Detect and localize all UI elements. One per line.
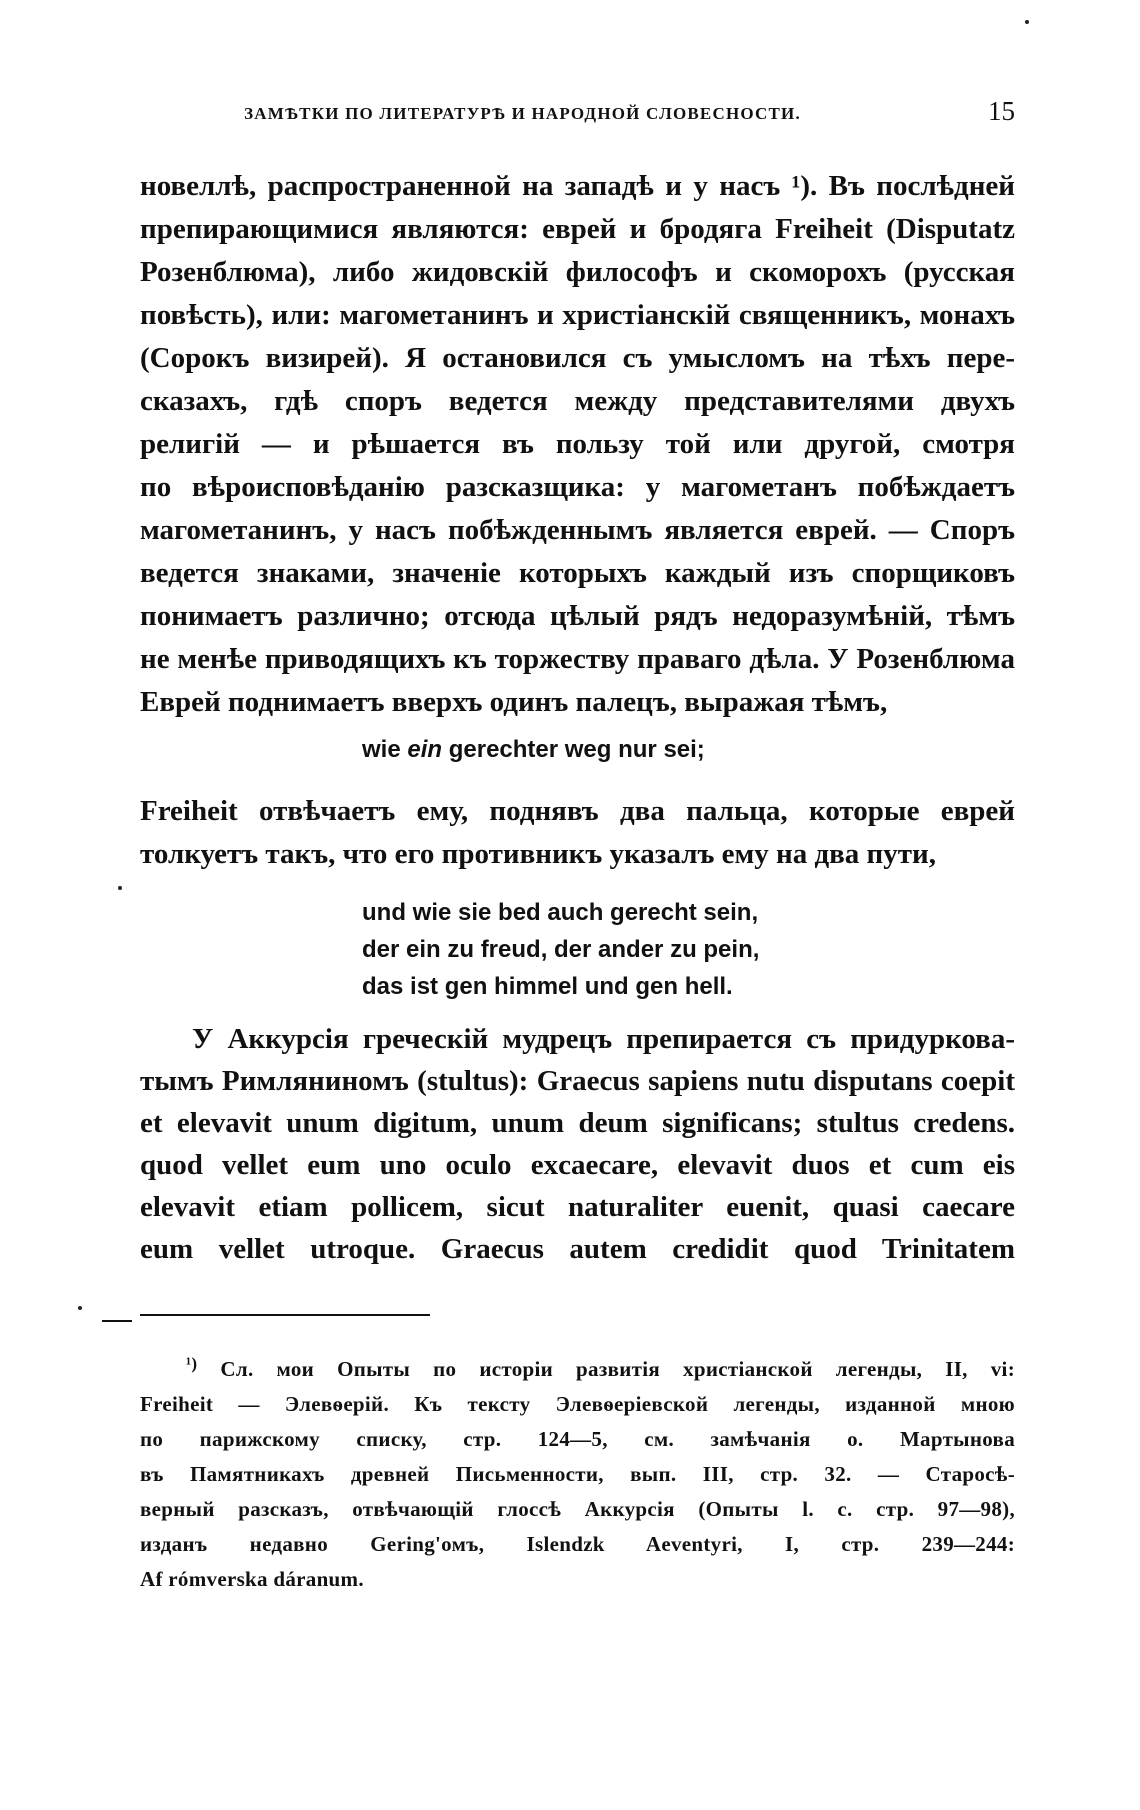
verse-quote-1 [362,736,705,764]
footnote-line: верный разсказъ, отвѣчающій глоссѣ Аккурсія (Опыты l. c. стр. 97—98), [140,1497,1015,1521]
text-line: elevavit etiam pollicem, sicut naturaliter euenit, quasi caecare [140,1191,1015,1223]
text-line: по вѣроисповѣданію разсказщика: у магометанъ побѣждаетъ [140,471,1015,503]
paragraph-2 [140,790,1015,876]
verse-line: und wie sie bed auch gerecht sein, [362,899,759,926]
text-line: толкуетъ такъ, что его противникъ указалъ ему на два пути, [140,838,936,870]
text-line: Еврей поднимаетъ вверхъ одинъ палецъ, выражая тѣмъ, [140,686,888,718]
text-line: Розенблюма), либо жидовскій философъ и скоморохъ (русская [140,256,1015,288]
text-line: eum vellet utroque. Graecus autem credidit quod Trinitatem [140,1233,1015,1265]
verse-emphasis: ein [407,736,443,763]
text-line: Freiheit отвѣчаетъ ему, поднявъ два пальца, которые еврей [140,795,1015,827]
text-line: магометанинъ, у насъ побѣжденнымъ является еврей. — Споръ [140,514,1015,546]
text-line: тымъ Римляниномъ (stultus): Graecus sapiens nutu disputans coepit [140,1065,1015,1097]
page-number: 15 [988,96,1015,126]
footnote-rule [140,1314,430,1316]
text-line: препирающимися являются: еврей и бродяга Freiheit (Disputatz [140,213,1015,245]
footnote-text: Сл. мои Опыты по исторіи развитія христіанской легенды, II, vi: [220,1357,1015,1381]
text-line: сказахъ, гдѣ споръ ведется между представителями двухъ [140,385,1015,417]
footnote-line: по парижскому списку, стр. 124—5, см. замѣчанія о. Мартынова [140,1427,1015,1451]
text-line: новеллѣ, распространенной на западѣ и у насъ ¹). Въ послѣдней [140,170,1015,202]
text-line: повѣсть), или: магометанинъ и христіанскій священникъ, монахъ [140,299,1015,331]
margin-dash [102,1320,132,1322]
text-line: понимаетъ различно; отсюда цѣлый рядъ недоразумѣній, тѣмъ [140,600,1015,632]
text-line: не менѣе приводящихъ къ торжеству праваго дѣла. У Розенблюма [140,643,1015,675]
footnote-line: въ Памятникахъ древней Письменности, вып. III, стр. 32. — Старосѣ- [140,1462,1015,1486]
speck [78,1306,82,1310]
footnote-line: изданъ недавно Gering'омъ, Islendzk Aeventyri, I, стр. 239—244: [140,1532,1015,1556]
footnote-line: Af rómverska dáranum. [140,1567,364,1591]
footnote-line: Freiheit — Элевѳерій. Къ тексту Элевѳеріевской легенды, изданной мною [140,1392,1015,1416]
footnote-marker: ¹) [186,1354,198,1373]
verse-quote-2 [362,894,759,1005]
text-line: quod vellet eum uno oculo excaecare, elevavit duos et cum eis [140,1149,1015,1181]
text-line: религій — и рѣшается въ пользу той или другой, смотря [140,428,1015,460]
verse-line: das ist gen himmel und gen hell. [362,973,733,1000]
text-line: У Аккурсія греческій мудрецъ препирается съ придуркова- [192,1023,1015,1055]
speck [1025,20,1029,24]
footnote [140,1346,1015,1597]
page-header [140,96,1015,132]
paragraph-3 [140,1018,1015,1270]
text-line: (Сорокъ визирей). Я остановился съ умысломъ на тѣхъ пере- [140,342,1015,374]
running-head: ЗАМѢТКИ ПО ЛИТЕРАТУРѢ И НАРОДНОЙ СЛОВЕСНОСТИ. [244,104,801,123]
text-line: ведется знаками, значеніе которыхъ каждый изъ спорщиковъ [140,557,1015,589]
paragraph-1 [140,165,1015,724]
verse-text: wie [362,736,408,763]
verse-text: gerechter weg nur sei; [442,736,705,763]
verse-line: der ein zu freud, der ander zu pein, [362,936,760,963]
footnote-line [140,1346,1015,1387]
text-line: et elevavit unum digitum, unum deum significans; stultus credens. [140,1107,1015,1139]
speck [118,886,122,890]
